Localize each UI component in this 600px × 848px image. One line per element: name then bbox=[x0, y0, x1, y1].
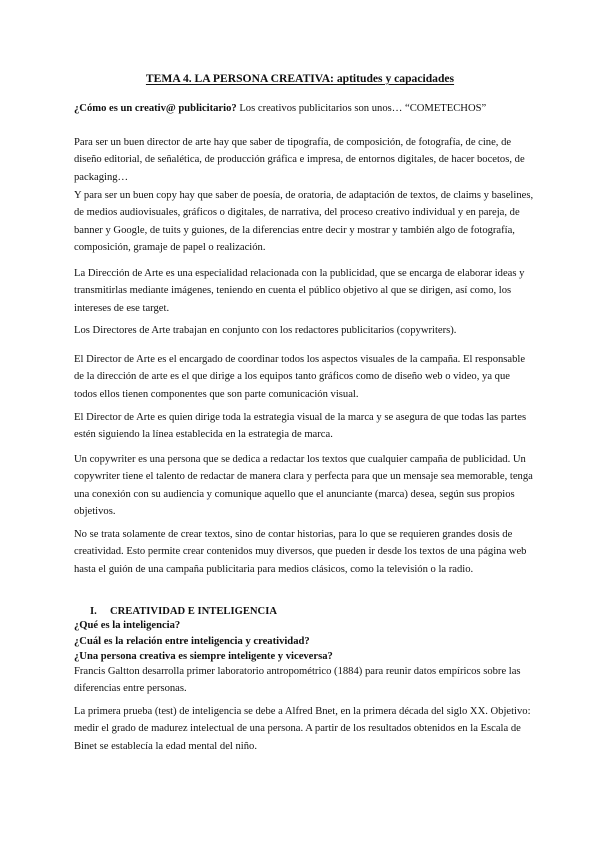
question: ¿Cuál es la relación entre inteligencia y creatividad? bbox=[74, 635, 310, 647]
paragraph bbox=[74, 322, 534, 339]
paragraph-text: No se trata solamente de crear textos, sino de contar historias, para lo que se requieren grandes dosis de creatividad. Esto permite crear contenidos muy diversos, que pueden ir desde los textos de una página web hasta el guión de una campaña publicitaria para medios clásicos, como la televisión o la radio. bbox=[74, 529, 527, 575]
section-title: CREATIVIDAD E INTELIGENCIA bbox=[110, 606, 277, 617]
question: ¿Una persona creativa es siempre inteligente y viceversa? bbox=[74, 651, 333, 662]
intro-question: ¿Cómo es un creativ@ publicitario? bbox=[74, 103, 237, 114]
paragraph bbox=[74, 134, 534, 186]
paragraph-text: Para ser un buen director de arte hay que saber de tipografía, de composición, de fotografía, de cine, de diseño editorial, de señalética, de producción gráfica e impresa, de entornos digitales, de hacer bocetos, de packaging… bbox=[74, 137, 525, 183]
paragraph-text: El Director de Arte es el encargado de coordinar todos los aspectos visuales de la campaña. El responsable de la dirección de arte es el que dirige a los equipos tanto gráficos como de diseño web o video, ya que todos ellos tienen componentes que son parte comunicación visual. bbox=[74, 354, 526, 400]
paragraph-text: El Director de Arte es quien dirige toda la estrategia visual de la marca y se asegura de que todas las partes estén siguiendo la línea establecida en la estrategia de marca. bbox=[74, 412, 527, 441]
paragraph bbox=[74, 451, 534, 521]
paragraph bbox=[74, 409, 534, 444]
paragraph bbox=[74, 526, 534, 578]
question: ¿Qué es la inteligencia? bbox=[74, 620, 181, 631]
paragraph-text: La Dirección de Arte es una especialidad relacionada con la publicidad, que se encarga de elaborar ideas y transmitirlas mediante imágenes, teniendo en cuenta el público objetivo al que se dirigen, así como, los intereses de ese target. bbox=[74, 268, 525, 314]
intro-rest: Los creativos publicitarios son unos… “COMETECHOS” bbox=[236, 103, 487, 114]
paragraph bbox=[74, 187, 534, 257]
section-number: I. bbox=[90, 606, 97, 617]
paragraph bbox=[74, 265, 534, 317]
paragraph-text: Los Directores de Arte trabajan en conjunto con los redactores publicitarios (copywriters). bbox=[74, 325, 457, 336]
document-title: TEMA 4. LA PERSONA CREATIVA: aptitudes y capacidades bbox=[145, 72, 455, 85]
paragraph-text: Francis Galtton desarrolla primer laboratorio antropométrico (1884) para reunir datos empíricos sobre las diferencias entre personas. bbox=[74, 666, 521, 695]
paragraph-text: Un copywriter es una persona que se dedica a redactar los textos que cualquier campaña de publicidad. Un copywriter tiene el talento de redactar de manera clara y perfecta para que un mensaje sea memorable, tenga una conexión con su audiencia y comunique aquello que el anunciante (marca) desea, según sus propios objetivos. bbox=[74, 454, 533, 518]
paragraph bbox=[74, 663, 534, 698]
intro-line bbox=[74, 100, 534, 117]
paragraph bbox=[74, 351, 534, 403]
section-questions bbox=[74, 618, 534, 665]
paragraph-text: Y para ser un buen copy hay que saber de poesía, de oratoria, de adaptación de textos, de claims y baselines, de medios audiovisuales, gráficos o digitales, de narrativa, del proceso creativo individual y en pareja, de banner y Google, de tuits y guiones, de la diferencias entre decir y mostrar y también algo de fotografía, composición, gramaje de papel o realización. bbox=[74, 190, 534, 254]
paragraph bbox=[74, 703, 534, 755]
paragraph-text: La primera prueba (test) de inteligencia se debe a Alfred Bnet, en la primera década del siglo XX. Objetivo: medir el grado de madurez intelectual de una persona. A partir de los resultados obtenidos en la Escala de Binet se establecía la edad mental del niño. bbox=[74, 706, 531, 752]
